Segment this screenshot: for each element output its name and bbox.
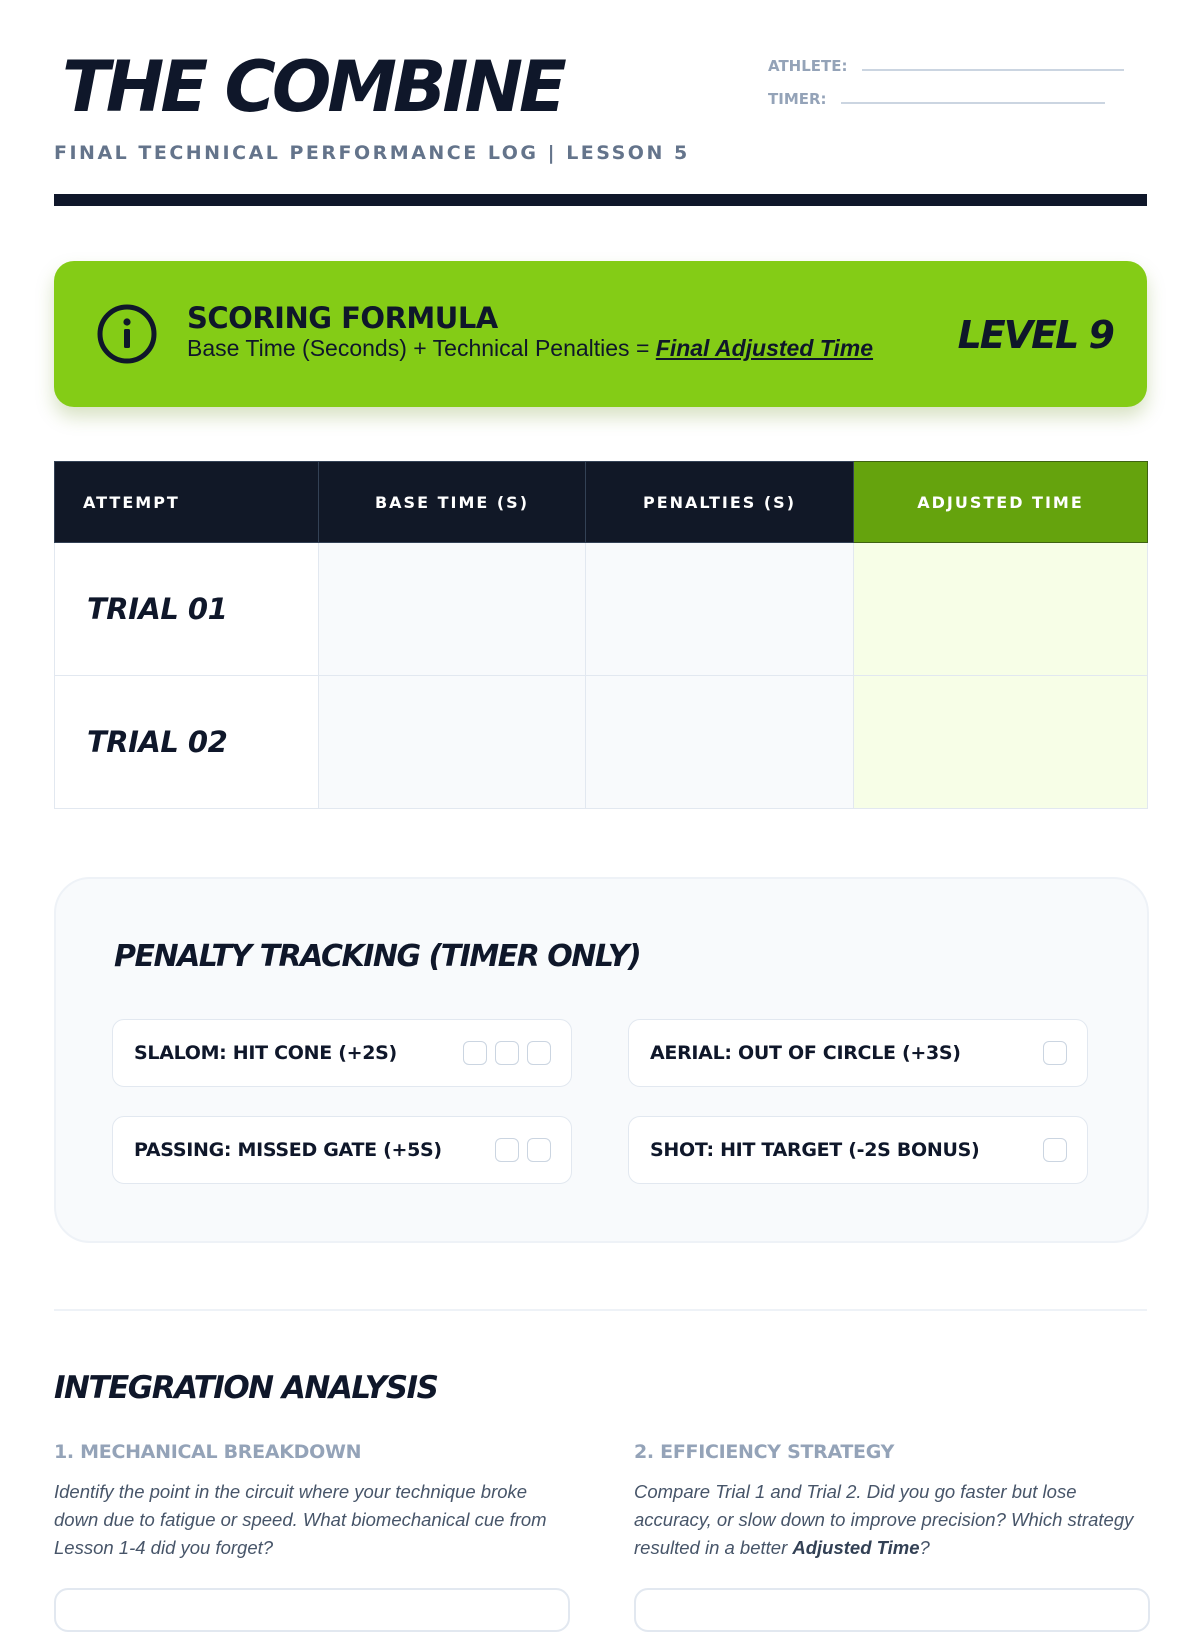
scoring-formula-banner	[54, 261, 1147, 407]
base-time-cell[interactable]	[319, 543, 586, 676]
penalty-checkbox[interactable]	[1043, 1138, 1067, 1162]
penalty-tracking-title: PENALTY TRACKING (TIMER ONLY)	[114, 939, 641, 974]
penalty-checkboxes	[1043, 1041, 1067, 1065]
trial-label: TRIAL 01	[55, 543, 319, 676]
penalty-item-shot	[628, 1116, 1088, 1184]
penalty-label: PASSING: MISSED GATE (+5S)	[134, 1139, 442, 1161]
penalty-checkbox[interactable]	[1043, 1041, 1067, 1065]
athlete-label: ATHLETE:	[768, 57, 848, 75]
section-divider	[54, 1309, 1147, 1311]
question-2-text-start: Compare Trial 1 and Trial 2. Did you go faster but lose accuracy, or slow down to improve precision? Which strategy resulted in a better	[634, 1481, 1134, 1558]
column-header-penalties: PENALTIES (S)	[586, 462, 854, 543]
question-2-answer-box[interactable]	[634, 1588, 1150, 1632]
penalties-cell[interactable]	[586, 676, 854, 809]
column-header-base-time: BASE TIME (S)	[319, 462, 586, 543]
score-table	[54, 461, 1148, 809]
penalty-label: AERIAL: OUT OF CIRCLE (+3S)	[650, 1042, 961, 1064]
penalties-cell[interactable]	[586, 543, 854, 676]
formula-text	[187, 335, 873, 362]
question-1-answer-box[interactable]	[54, 1588, 570, 1632]
penalty-checkbox[interactable]	[495, 1041, 519, 1065]
penalty-checkbox[interactable]	[463, 1041, 487, 1065]
timer-input-line[interactable]	[841, 101, 1105, 104]
penalty-label: SHOT: HIT TARGET (-2S BONUS)	[650, 1139, 980, 1161]
timer-field[interactable]	[768, 90, 1105, 108]
penalty-checkboxes	[495, 1138, 551, 1162]
penalty-tracking-panel	[54, 877, 1149, 1243]
formula-result: Final Adjusted Time	[655, 335, 874, 361]
table-row	[55, 676, 1148, 809]
penalty-checkboxes	[463, 1041, 551, 1065]
penalty-checkbox[interactable]	[527, 1041, 551, 1065]
info-icon	[96, 303, 158, 365]
penalty-item-slalom	[112, 1019, 572, 1087]
penalty-checkbox[interactable]	[527, 1138, 551, 1162]
page-subtitle: FINAL TECHNICAL PERFORMANCE LOG | LESSON 5	[54, 142, 690, 164]
trial-label: TRIAL 02	[55, 676, 319, 809]
penalty-item-passing	[112, 1116, 572, 1184]
table-row	[55, 543, 1148, 676]
formula-title: SCORING FORMULA	[187, 301, 498, 335]
question-2-text-emphasis: Adjusted Time	[792, 1537, 920, 1558]
table-header-row	[55, 462, 1148, 543]
adjusted-time-cell[interactable]	[854, 676, 1148, 809]
level-badge: LEVEL 9	[957, 313, 1113, 357]
penalty-label: SLALOM: HIT CONE (+2S)	[134, 1042, 397, 1064]
question-2-text-end: ?	[919, 1537, 930, 1558]
timer-label: TIMER:	[768, 90, 827, 108]
penalty-item-aerial	[628, 1019, 1088, 1087]
page-title: THE COMBINE	[62, 46, 563, 128]
analysis-title: INTEGRATION ANALYSIS	[54, 1370, 438, 1406]
adjusted-time-cell[interactable]	[854, 543, 1148, 676]
question-1-heading: 1. MECHANICAL BREAKDOWN	[54, 1441, 362, 1463]
question-2-text	[634, 1478, 1154, 1562]
penalty-checkbox[interactable]	[495, 1138, 519, 1162]
column-header-attempt: ATTEMPT	[55, 462, 319, 543]
formula-expression: Base Time (Seconds) + Technical Penalties =	[187, 335, 656, 361]
athlete-field[interactable]	[768, 57, 1124, 75]
penalty-checkboxes	[1043, 1138, 1067, 1162]
athlete-input-line[interactable]	[862, 68, 1124, 71]
question-2-heading: 2. EFFICIENCY STRATEGY	[634, 1441, 895, 1463]
question-1-text: Identify the point in the circuit where your technique broke down due to fatigue or speed. What biomechanical cue from Lesson 1-4 did you forget?	[54, 1481, 547, 1558]
base-time-cell[interactable]	[319, 676, 586, 809]
column-header-adjusted-time: ADJUSTED TIME	[854, 462, 1148, 543]
header-divider	[54, 194, 1147, 206]
